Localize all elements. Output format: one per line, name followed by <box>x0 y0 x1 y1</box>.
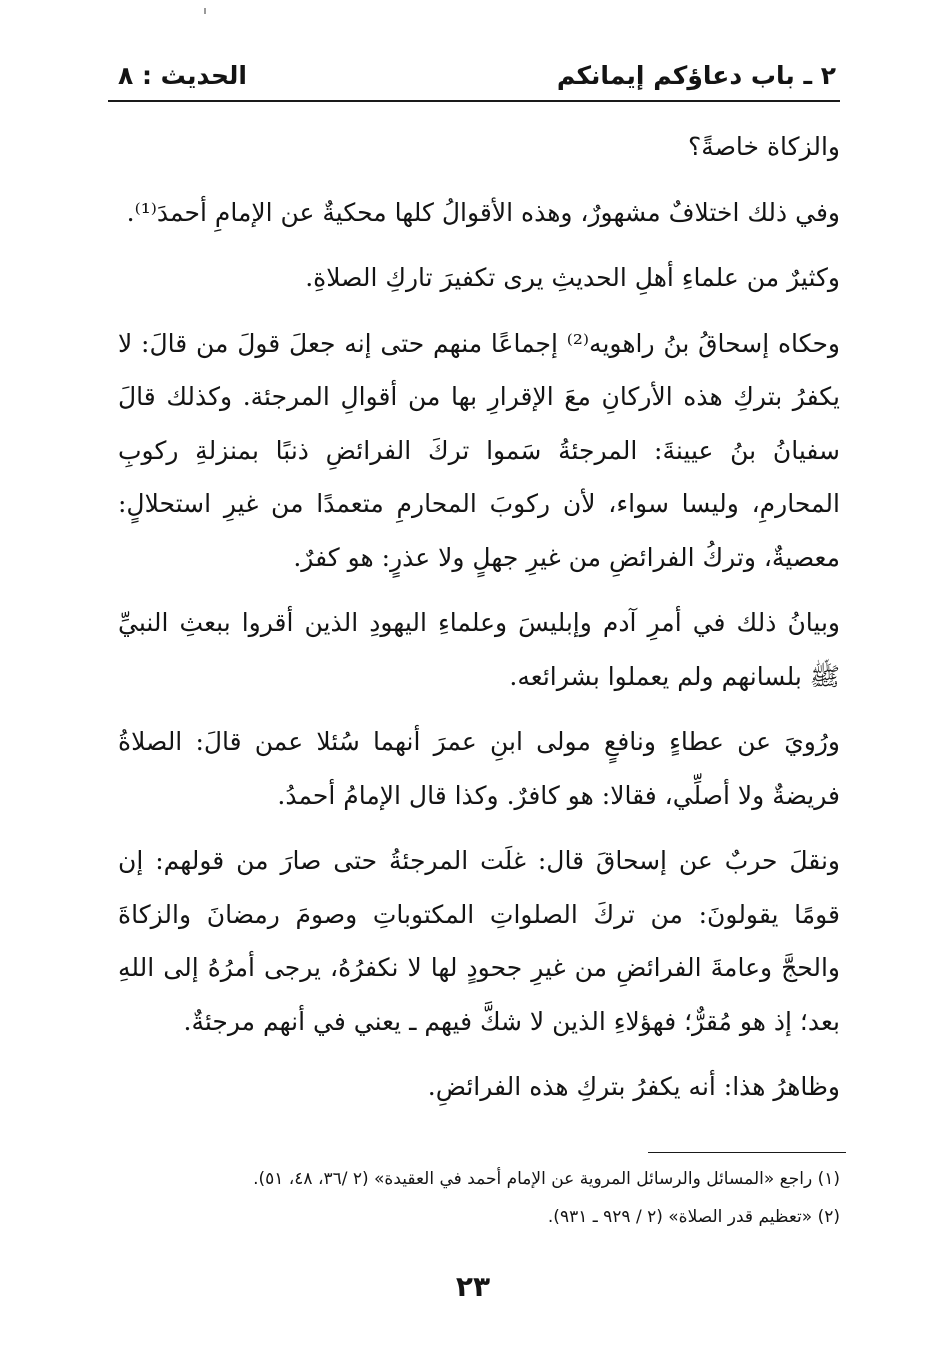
paragraph: ورُويَ عن عطاءٍ ونافعٍ مولى ابنِ عمرَ أنهما سُئلا عمن قالَ: الصلاةُ فريضةٌ ولا أصلِّي، فقالا: هو كافرٌ. وكذا قال الإمامُ أحمدُ. <box>118 727 840 810</box>
header-rule <box>108 100 840 102</box>
footnote: (٢) «تعظيم قدر الصلاة» (٢ / ٩٢٩ ـ ٩٣١). <box>547 1207 840 1227</box>
paragraph: وفي ذلك اختلافٌ مشهورٌ، وهذه الأقوالُ كلها محكيةٌ عن الإمامِ أحمدَ⁽¹⁾. <box>126 197 840 227</box>
footnotes <box>118 1160 840 1236</box>
chapter-title: ٢ ـ باب دعاؤكم إيمانكم <box>556 60 836 90</box>
body-text <box>118 120 840 1126</box>
paragraph: وكثيرٌ من علماءِ أهلِ الحديثِ يرى تكفيرَ تاركِ الصلاةِ. <box>305 263 840 292</box>
page-number: ٢٣ <box>455 1270 491 1303</box>
running-header <box>118 52 836 98</box>
paragraph: والزكاة خاصةً؟ <box>688 132 840 161</box>
scan-speck <box>204 8 206 14</box>
hadith-number: الحديث : ٨ <box>118 60 247 90</box>
footnote-rule <box>648 1152 846 1153</box>
paragraph: ونقلَ حربٌ عن إسحاقَ قال: غلَت المرجئةُ حتى صارَ من قولهم: إن قومًا يقولونَ: من تركَ الصلواتِ المكتوباتِ وصومَ رمضانَ والزكاةَ والحجَّ وعامةَ الفرائضِ من غيرِ جحودٍ لها لا نكفرُهُ، يرجى أمرُهُ إلى اللهِ بعد؛ إذ هو مُقرٌّ؛ فهؤلاءِ الذين لا شكَّ فيهم ـ يعني في أنهم مرجئةٌ. <box>118 846 840 1036</box>
paragraph: وحكاه إسحاقُ بنُ راهويه⁽²⁾ إجماعًا منهم حتى إنه جعلَ قولَ من قالَ: لا يكفرُ بتركِ هذه الأركانِ معَ الإقرارِ بها من أقوالِ المرجئة. وكذلك قالَ سفيانُ بنُ عيينةَ: المرجئةُ سَموا تركَ الفرائضِ ذنبًا بمنزلةِ ركوبِ المحارمِ، وليسا سواء، لأن ركوبَ المحارمِ متعمدًا من غيرِ استحلالٍ: معصيةٌ، وتركُ الفرائضِ من غيرِ جهلٍ ولا عذرٍ: هو كفرٌ. <box>118 328 840 572</box>
paragraph: وبيانُ ذلك في أمرِ آدم وإبليسَ وعلماءِ اليهودِ الذين أقروا ببعثِ النبيِّ ﷺ بلسانهم ولم يعملوا بشرائعه. <box>118 608 840 691</box>
footnote: (١) راجع «المسائل والرسائل المروية عن الإمام أحمد في العقيدة» (٢ /٣٦، ٤٨، ٥١). <box>253 1169 840 1189</box>
paragraph: وظاهرُ هذا: أنه يكفرُ بتركِ هذه الفرائضِ. <box>427 1072 840 1101</box>
